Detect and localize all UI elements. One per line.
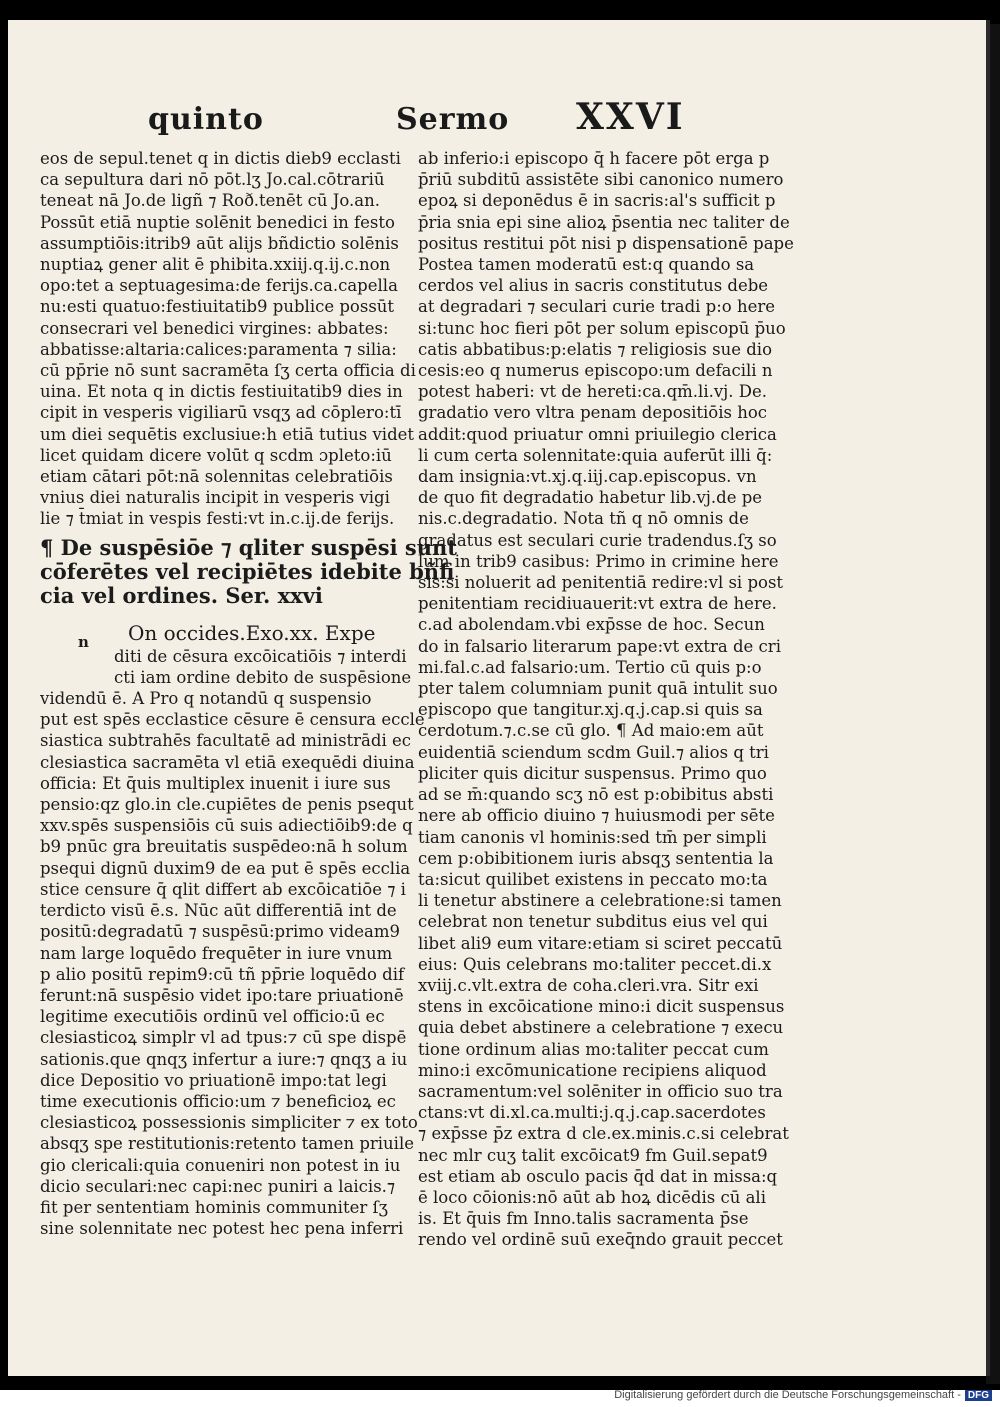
- text-line: quia debet abstinere a celebratione ⁊ execu: [418, 1018, 784, 1038]
- text-line: sis:si noluerit ad penitentiā redire:vl si post: [418, 573, 784, 593]
- text-line: sationis.que qnqʒ infertur a iure:⁊ qnqʒ a iu: [40, 1049, 408, 1069]
- text-line: positū:degradatū ⁊ suspēsū:primo videam9: [40, 922, 401, 942]
- text-line: ad se m̄:quando scʒ nō est p:obibitus absti: [418, 785, 774, 805]
- left-column-text: [40, 148, 416, 530]
- text-line: pensio:qz glo.in cle.cupiētes de penis psequt: [40, 795, 414, 815]
- text-line: dice Depositio vo priuationē impo:tat legi: [40, 1070, 387, 1090]
- right-column-text: [418, 148, 794, 1251]
- text-line: lie ⁊ t̄miat in vespis festi:vt in.c.ij.de ferijs.: [40, 509, 395, 529]
- initial-line: On occides.Exo.xx. Expe: [128, 620, 376, 645]
- heading-line: cōferētes vel recipiētes idebite bñfi: [40, 558, 455, 584]
- text-line: celebrat non tenetur subditus eius vel qui: [418, 912, 768, 932]
- text-line: si:tunc hoc fieri pōt per solum episcopū p̄uo: [418, 318, 786, 338]
- text-line: nam large loquēdo frequēter in iure vnum: [40, 943, 393, 963]
- text-line: epoꝝ si deponēdus ē in sacris:al's sufficit p: [418, 191, 776, 211]
- text-line: nec mlr cuʒ talit excōicat9 fm Guil.sepat9: [418, 1145, 768, 1165]
- text-line: sine solennitate nec potest hec pena inferri: [40, 1219, 404, 1239]
- text-line: est etiam ab osculo pacis q̄d dat in missa:q: [418, 1166, 778, 1186]
- text-line: pter talem columniam punit quā intulit suo: [418, 679, 778, 699]
- text-line: nere ab officio diuino ⁊ huiusmodi per sēte: [418, 806, 775, 826]
- footer-credit: [614, 1389, 992, 1401]
- header-left: quinto: [148, 102, 264, 137]
- text-line: siastica subtrahēs facultatē ad ministrādi ec: [40, 731, 411, 751]
- text-line: clesiastica sacramēta vl etiā exequēdi diuina: [40, 752, 415, 772]
- text-line: do in falsario literarum pape:vt extra de cri: [418, 636, 781, 656]
- text-line: gradatus est seculari curie tradendus.ſʒ so: [418, 530, 777, 550]
- text-line: cti iam ordine debito de suspēsione: [114, 667, 412, 687]
- text-line: diti de cēsura excōicatiōis ⁊ interdi: [114, 646, 407, 666]
- text-line: b9 pnūc gra breuitatis suspēdeo:nā h solum: [40, 837, 408, 857]
- text-line: consecrari vel benedici virgines: abbates:: [40, 318, 389, 338]
- text-line: cerdos vel alius in sacris constitutus debe: [418, 276, 769, 296]
- text-line: vnius diei naturalis incipit in vesperis vigi: [40, 488, 390, 508]
- text-line: tiam canonis vl hominis:sed tm̄ per simpli: [418, 827, 767, 847]
- text-line: fit per sententiam hominis communiter ſʒ: [40, 1197, 388, 1217]
- text-line: legitime executiōis ordinū vel officio:ū ec: [40, 1007, 385, 1027]
- heading-line: ¶ De suspēsiōe ⁊ qliter suspēsi sunt: [40, 534, 457, 560]
- text-line: euidentiā sciendum scdm Guil.⁊ alios q tri: [418, 742, 769, 762]
- text-line: psequi dignū duxim9 de ea put ē spēs ecclia: [40, 858, 411, 878]
- dfg-logo: DFG: [965, 1390, 992, 1401]
- text-line: clesiasticoꝝ possessionis simpliciter ⁊ ex toto: [40, 1113, 418, 1133]
- text-line: clesiasticoꝝ simplr vl ad tpus:⁊ cū spe dispē: [40, 1028, 407, 1048]
- text-line: officia: Et q̄uis multiplex inuenit i iure sus: [40, 773, 391, 793]
- text-line: nis.c.degradatio. Nota tñ q nō omnis de: [418, 509, 749, 529]
- text-line: teneat nā Jo.de ligñ ⁊ Roð.tenēt cū Jo.an.: [40, 191, 380, 211]
- page-header: [8, 96, 986, 142]
- text-line: ca sepultura dari nō pōt.lʒ Jo.cal.cōtrariū: [40, 170, 385, 190]
- text-line: time executionis officio:um ⁊ beneficioꝝ ec: [40, 1091, 396, 1111]
- text-line: p̄ria snia epi sine alioꝝ p̄sentia nec taliter de: [418, 212, 790, 232]
- text-line: sacramentum:vel solēniter in officio suo tra: [418, 1081, 783, 1101]
- text-line: ferunt:nā suspēsio videt ipo:tare priuationē: [40, 985, 404, 1005]
- text-line: um diei sequētis exclusiue:h etiā tutius videt: [40, 424, 415, 444]
- text-line: nuptiaꝝ gener alit ē phibita.xxiij.q.ij.c.non: [40, 255, 391, 275]
- text-line: mi.fal.c.ad falsario:um. Tertio cū quis p:o: [418, 657, 762, 677]
- text-line: ⁊ exp̄sse p̄z extra d cle.ex.minis.c.si celebrat: [418, 1124, 789, 1144]
- header-middle: Sermo: [396, 102, 510, 137]
- text-line: gradatio vero vltra penam depositiōis hoc: [418, 403, 768, 423]
- text-line: absqʒ spe restitutionis:retento tamen priuile: [40, 1134, 414, 1154]
- text-line: ta:sicut quilibet existens in peccato mo:ta: [418, 869, 768, 889]
- text-line: dam insignia:vt.xj.q.iij.cap.episcopus. vn: [418, 467, 757, 487]
- left-column-body: [40, 646, 425, 1240]
- text-line: ctans:vt di.xl.ca.multi:j.q.j.cap.sacerdotes: [418, 1103, 766, 1123]
- text-line: stens in excōicatione mino:i dicit suspensus: [418, 997, 785, 1017]
- text-line: ab inferio:i episcopo q̄ h facere pōt erga p: [418, 149, 770, 168]
- text-line: addit:quod priuatur omni priuilegio clerica: [418, 424, 777, 444]
- text-line: cū pp̄rie nō sunt sacramēta ſʒ certa officia di: [40, 361, 416, 381]
- text-line: positus restitui pōt nisi p dispensationē pape: [418, 233, 794, 253]
- text-line: terdicto visū ē.s. Nūc aūt differentiā int de: [40, 901, 397, 921]
- text-line: cesis:eo q numerus episcopo:um defacili n: [418, 361, 773, 381]
- text-line: Possūt etiā nuptie solēnit benedici in festo: [40, 212, 395, 232]
- text-line: catis abbatibus:p:elatis ⁊ religiosis sue dio: [418, 339, 773, 359]
- text-line: p̄riū subditū assistēte sibi canonico numero: [418, 170, 784, 190]
- text-line: licet quidam dicere volūt q scdm ɔpleto:iū: [40, 445, 392, 465]
- text-line: dicio seculari:nec capi:nec puniri a laicis.⁊: [40, 1176, 396, 1196]
- text-line: etiam cātari pōt:nā solennitas celebratiōis: [40, 467, 393, 487]
- text-line: cem p:obibitionem iuris absqʒ sententia la: [418, 848, 774, 868]
- text-line: put est spēs ecclastice cēsure ē censura eccle: [40, 710, 425, 730]
- text-line: rendo vel ordinē suū exeq̄ndo grauit peccet: [418, 1230, 783, 1250]
- header-folio: XXVI: [576, 96, 685, 138]
- text-line: stice censure q̄ qlit differt ab excōicatiōe ⁊ i: [40, 879, 406, 899]
- initial-line-wrap: [40, 620, 402, 646]
- text-line: li tenetur abstinere a celebratione:si tamen: [418, 891, 782, 911]
- text-line: xxv.spēs suspensiōis cū suis adiectiōib9:de q: [40, 816, 413, 836]
- text-line: is. Et q̄uis fm Inno.talis sacramenta p̄se: [418, 1209, 749, 1229]
- text-line: pliciter quis dicitur suspensus. Primo quo: [418, 763, 767, 783]
- text-line: potest haberi: vt de hereti:ca.qm̄.li.vj. De.: [418, 382, 768, 402]
- text-line: nu:esti quatuo:festiuitatib9 publice possūt: [40, 297, 395, 317]
- text-line: lum in trib9 casibus: Primo in crimine here: [418, 551, 779, 571]
- text-line: cerdotum.⁊.c.se cū glo. ¶ Ad maio:em aūt: [418, 721, 764, 741]
- book-page: [8, 20, 990, 1376]
- text-line: de quo fit degradatio habetur lib.vj.de pe: [418, 488, 763, 508]
- right-column: [418, 148, 794, 1251]
- text-line: c.ad abolendam.vbi exp̄sse de hoc. Secun: [418, 615, 765, 635]
- text-line: libet ali9 eum vitare:etiam si sciret peccatū: [418, 933, 783, 953]
- text-line: cipit in vesperis vigiliarū vsqʒ ad cōplero:tī: [40, 403, 402, 423]
- text-line: Postea tamen moderatū est:q quando sa: [418, 255, 755, 275]
- text-line: opo:tet a septuagesima:de ferijs.ca.capella: [40, 276, 398, 296]
- text-line: gio clericali:quia conueniri non potest in iu: [40, 1155, 401, 1175]
- text-line: videndū ē. A Pro q notandū q suspensio: [40, 689, 372, 709]
- text-line: eos de sepul.tenet q in dictis dieb9 ecclasti: [40, 149, 401, 168]
- text-line: eius: Quis celebrans mo:taliter peccet.di.x: [418, 954, 772, 974]
- footer-text: Digitalisierung gefördert durch die Deutsche Forschungsgemeinschaft -: [614, 1389, 961, 1401]
- text-line: abbatisse:altaria:calices:paramenta ⁊ silia:: [40, 339, 397, 359]
- text-line: xviij.c.vlt.extra de coha.cleri.vra. Sitr exi: [418, 975, 759, 995]
- text-line: at degradari ⁊ seculari curie tradi p:o here: [418, 297, 776, 317]
- left-column: [40, 148, 457, 1239]
- text-line: mino:i excōmunicatione recipiens aliquod: [418, 1060, 767, 1080]
- text-line: p alio positū repim9:cū tñ pp̄rie loquēdo dif: [40, 964, 405, 984]
- text-line: penitentiam recidiuauerit:vt extra de here.: [418, 594, 777, 614]
- text-line: uina. Et nota q in dictis festiuitatib9 dies in: [40, 382, 403, 402]
- text-line: episcopo que tangitur.xj.q.j.cap.si quis sa: [418, 700, 763, 720]
- text-line: ē loco cōionis:nō aūt ab hoꝝ dicēdis cū ali: [418, 1187, 766, 1207]
- text-line: li cum certa solennitate:quia auferūt illi q̄:: [418, 445, 773, 465]
- text-line: tione ordinum alias mo:taliter peccat cum: [418, 1039, 769, 1059]
- sermon-heading: [40, 534, 457, 608]
- heading-line: cia vel ordines. Ser. xxvi: [40, 582, 323, 608]
- initial-letter: n: [78, 633, 89, 651]
- text-line: assumptiōis:itrib9 aūt alijs bñdictio solēnis: [40, 233, 399, 253]
